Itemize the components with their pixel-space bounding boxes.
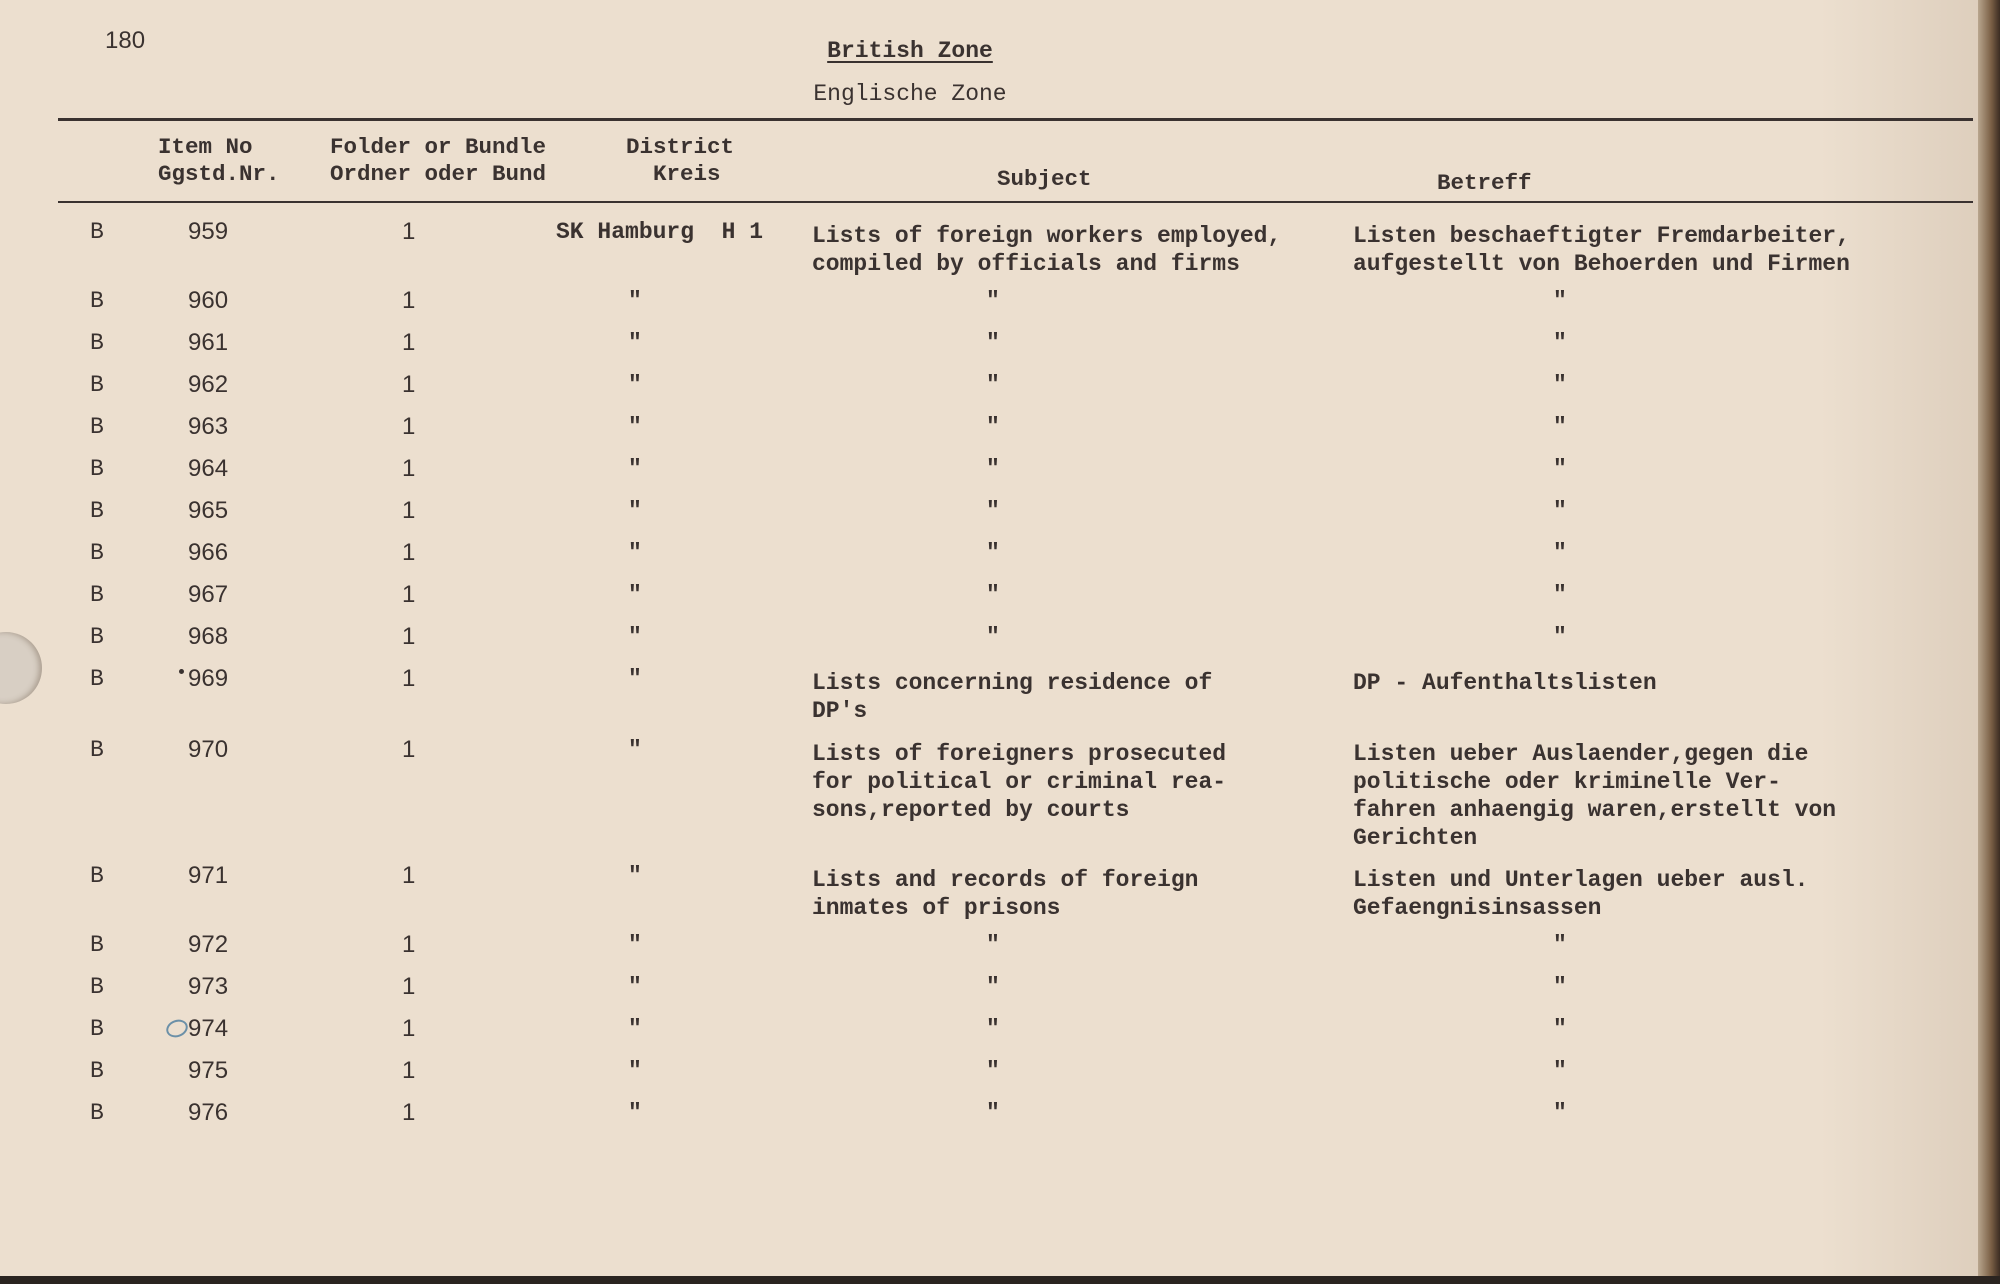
row-betreff: "	[1553, 540, 1567, 566]
pen-circle-mark	[164, 1017, 190, 1040]
header-top-rule	[58, 118, 1973, 121]
row-betreff: "	[1553, 372, 1567, 398]
row-subject: "	[986, 456, 1000, 482]
row-betreff: "	[1553, 974, 1567, 1000]
row-district: "	[628, 414, 642, 440]
row-letter: B	[90, 288, 104, 314]
row-betreff: "	[1553, 288, 1567, 314]
row-district: "	[628, 1100, 642, 1126]
row-folder-count: 1	[402, 539, 416, 566]
row-letter: B	[90, 456, 104, 482]
row-folder-count: 1	[402, 413, 416, 440]
scan-bottom-edge	[0, 1276, 2000, 1284]
row-letter: B	[90, 372, 104, 398]
row-subject: "	[986, 582, 1000, 608]
row-subject: "	[986, 1016, 1000, 1042]
row-subject: "	[986, 1058, 1000, 1084]
row-folder-count: 1	[402, 623, 416, 650]
row-betreff: Listen beschaeftigter Fremdarbeiter, aufgestellt von Behoerden und Firmen	[1353, 223, 1850, 277]
row-letter: B	[90, 624, 104, 650]
row-subject: "	[986, 540, 1000, 566]
row-folder-count: 1	[402, 287, 416, 314]
header-district: District Kreis	[626, 134, 735, 187]
row-betreff: DP - Aufenthaltslisten	[1353, 670, 1657, 696]
row-district: SK Hamburg H 1	[556, 219, 764, 245]
row-folder-count: 1	[402, 371, 416, 398]
row-subject: Lists and records of foreign inmates of prisons	[812, 867, 1199, 921]
row-betreff: Listen ueber Auslaender,gegen die politische oder kriminelle Ver- fahren anhaengig waren,erstellt von Gerichten	[1353, 741, 1837, 851]
row-subject: "	[986, 974, 1000, 1000]
row-folder-count: 1	[402, 455, 416, 482]
page-number: 180	[105, 27, 146, 54]
row-item-number: 967	[188, 581, 229, 608]
page-edge	[1978, 0, 2000, 1284]
page-title: British Zone	[827, 38, 993, 64]
header-betreff: Betreff	[1437, 170, 1532, 196]
row-item-number: 971	[188, 862, 229, 889]
punch-hole	[0, 632, 42, 704]
row-district: "	[628, 330, 642, 356]
row-item-number: 959	[188, 218, 229, 245]
row-letter: B	[90, 540, 104, 566]
row-folder-count: 1	[402, 736, 416, 763]
row-letter: B	[90, 863, 104, 889]
row-folder-count: 1	[402, 931, 416, 958]
row-district: "	[628, 1016, 642, 1042]
row-item-number: 961	[188, 329, 229, 356]
row-district: "	[628, 974, 642, 1000]
row-item-number: 964	[188, 455, 229, 482]
row-letter: B	[90, 932, 104, 958]
row-item-number: 974	[188, 1015, 229, 1042]
row-folder-count: 1	[402, 1015, 416, 1042]
row-district: "	[628, 288, 642, 314]
row-subject: "	[986, 330, 1000, 356]
row-item-number: 973	[188, 973, 229, 1000]
row-folder-count: 1	[402, 973, 416, 1000]
row-betreff: "	[1553, 1016, 1567, 1042]
row-subject: "	[986, 624, 1000, 650]
row-item-number: 976	[188, 1099, 229, 1126]
row-item-number: 970	[188, 736, 229, 763]
header-subject: Subject	[997, 166, 1092, 192]
row-betreff: "	[1553, 414, 1567, 440]
row-letter: B	[90, 1100, 104, 1126]
row-letter: B	[90, 498, 104, 524]
ink-dot-mark	[179, 669, 184, 674]
row-folder-count: 1	[402, 581, 416, 608]
row-item-number: 960	[188, 287, 229, 314]
row-district: "	[628, 624, 642, 650]
row-subject: "	[986, 932, 1000, 958]
row-item-number: 972	[188, 931, 229, 958]
row-item-number: 975	[188, 1057, 229, 1084]
header-folder: Folder or Bundle Ordner oder Bund	[330, 134, 547, 187]
row-district: "	[628, 863, 642, 889]
row-betreff: "	[1553, 456, 1567, 482]
row-district: "	[628, 666, 642, 692]
page-subtitle: Englische Zone	[813, 81, 1007, 107]
row-folder-count: 1	[402, 497, 416, 524]
header-bottom-rule	[58, 201, 1973, 203]
row-letter: B	[90, 582, 104, 608]
row-betreff: "	[1553, 624, 1567, 650]
row-subject: "	[986, 288, 1000, 314]
row-district: "	[628, 582, 642, 608]
row-letter: B	[90, 1058, 104, 1084]
row-folder-count: 1	[402, 862, 416, 889]
row-subject: Lists of foreigners prosecuted for political or criminal rea- sons,reported by courts	[812, 741, 1227, 823]
row-betreff: "	[1553, 498, 1567, 524]
row-subject: "	[986, 372, 1000, 398]
row-item-number: 962	[188, 371, 229, 398]
row-item-number: 966	[188, 539, 229, 566]
row-item-number: 965	[188, 497, 229, 524]
row-letter: B	[90, 330, 104, 356]
row-folder-count: 1	[402, 1099, 416, 1126]
row-folder-count: 1	[402, 1057, 416, 1084]
row-subject: "	[986, 1100, 1000, 1126]
row-district: "	[628, 372, 642, 398]
row-betreff: "	[1553, 1058, 1567, 1084]
row-item-number: 968	[188, 623, 229, 650]
header-item-no: Item No Ggstd.Nr.	[158, 134, 280, 187]
row-folder-count: 1	[402, 329, 416, 356]
row-letter: B	[90, 219, 104, 245]
row-district: "	[628, 932, 642, 958]
row-district: "	[628, 456, 642, 482]
row-betreff: "	[1553, 330, 1567, 356]
row-district: "	[628, 540, 642, 566]
row-folder-count: 1	[402, 665, 416, 692]
row-folder-count: 1	[402, 218, 416, 245]
row-letter: B	[90, 1016, 104, 1042]
row-letter: B	[90, 414, 104, 440]
row-subject: Lists concerning residence of DP's	[812, 670, 1213, 724]
row-betreff: "	[1553, 932, 1567, 958]
row-betreff: Listen und Unterlagen ueber ausl. Gefaengnisinsassen	[1353, 867, 1809, 921]
row-item-number: 963	[188, 413, 229, 440]
row-district: "	[628, 498, 642, 524]
row-item-number: 969	[188, 665, 229, 692]
row-betreff: "	[1553, 1100, 1567, 1126]
row-subject: "	[986, 498, 1000, 524]
row-letter: B	[90, 666, 104, 692]
row-letter: B	[90, 974, 104, 1000]
row-district: "	[628, 1058, 642, 1084]
row-subject: Lists of foreign workers employed, compiled by officials and firms	[812, 223, 1282, 277]
row-betreff: "	[1553, 582, 1567, 608]
row-district: "	[628, 737, 642, 763]
row-letter: B	[90, 737, 104, 763]
row-subject: "	[986, 414, 1000, 440]
